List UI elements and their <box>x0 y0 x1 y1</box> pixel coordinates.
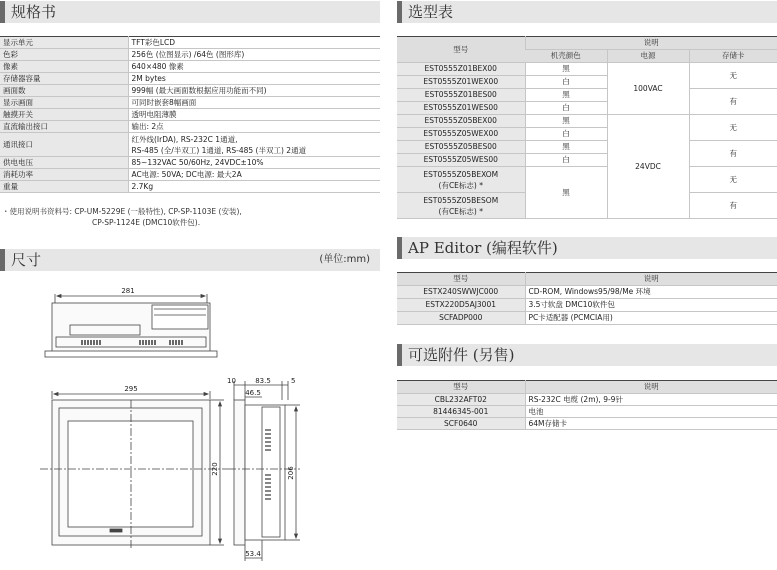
sel-model: EST0555Z05BESOM <box>423 195 499 205</box>
spec-value: 透明电阻薄膜 <box>128 109 380 121</box>
spec-key: 直流输出接口 <box>0 121 128 133</box>
sel-model-ce <box>397 167 525 193</box>
sel-model: EST0555Z01WES00 <box>397 102 525 115</box>
spec-key: 显示画面 <box>0 97 128 109</box>
spec-note-2: CP-SP-1124E (DMC10软件包). <box>92 218 201 227</box>
dim-depth-83: 83.5 <box>255 377 271 385</box>
spec-row <box>0 61 380 73</box>
spec-section-header <box>0 1 380 23</box>
header-bar <box>397 344 402 366</box>
spec-row <box>0 97 380 109</box>
spec-key: 显示单元 <box>0 37 128 49</box>
dimensions-section-header <box>0 249 380 271</box>
software-title: AP Editor (编程软件) <box>408 238 558 257</box>
sel-model: EST0555Z05BES00 <box>397 141 525 154</box>
acc-header-model: 型号 <box>397 381 525 394</box>
dimensions-unit: (单位:mm) <box>319 254 370 265</box>
software-table <box>397 272 777 325</box>
header-bar <box>397 237 402 259</box>
spec-value: 2.7Kg <box>128 181 380 193</box>
spec-value: 输出: 2点 <box>128 121 380 133</box>
selection-table <box>397 36 777 219</box>
spec-key: 画面数 <box>0 85 128 97</box>
selection-section-header <box>397 1 777 23</box>
dim-front-height: 220 <box>211 462 219 476</box>
spec-value: 可同时嵌套8幅画面 <box>128 97 380 109</box>
spec-title: 规格书 <box>11 2 57 21</box>
spec-row <box>0 121 380 133</box>
sw-model: ESTX240SWWJC000 <box>397 286 525 299</box>
software-section-header <box>397 237 777 259</box>
sel-model-ce <box>397 193 525 219</box>
acc-model: SCF0640 <box>397 418 525 430</box>
spec-row <box>0 133 380 157</box>
spec-row <box>0 109 380 121</box>
table-row <box>397 115 777 128</box>
dim-side-206: 206 <box>287 466 295 480</box>
table-row <box>397 286 777 299</box>
table-row <box>397 167 777 193</box>
dimensions-title: 尺寸 <box>11 250 42 269</box>
sel-header-color: 机壳颜色 <box>525 50 607 63</box>
spec-row <box>0 85 380 97</box>
spec-value <box>128 133 380 157</box>
spec-row <box>0 181 380 193</box>
sw-model: SCFADP000 <box>397 312 525 325</box>
spec-value: 999幅 (最大画面数根据应用功能而不同) <box>128 85 380 97</box>
sel-color: 黑 <box>525 141 607 154</box>
sel-header-card: 存储卡 <box>689 50 777 63</box>
acc-desc: RS-232C 电缆 (2m), 9-9针 <box>525 394 777 406</box>
dim-depth-10: 10 <box>227 377 236 385</box>
table-row <box>397 312 777 325</box>
spec-value-line: 红外线(IrDA), RS-232C 1通道, <box>131 134 238 144</box>
spec-row <box>0 169 380 181</box>
sw-header-desc: 说明 <box>525 273 777 286</box>
dim-side-46: 46.5 <box>245 389 261 397</box>
sel-model: EST0555Z05BEX00 <box>397 115 525 128</box>
acc-model: 81446345-001 <box>397 406 525 418</box>
sel-power-dc: 24VDC <box>607 115 689 219</box>
acc-desc: 电池 <box>525 406 777 418</box>
spec-value-line: RS-485 (全/半双工) 1通道, RS-485 (半双工) 2通道 <box>131 145 307 155</box>
spec-key: 触摸开关 <box>0 109 128 121</box>
sel-model: EST0555Z01WEX00 <box>397 76 525 89</box>
table-row <box>397 63 777 76</box>
sel-power-ac: 100VAC <box>607 63 689 115</box>
sel-model: EST0555Z05BEXOM <box>423 169 499 179</box>
sel-card-none: 无 <box>689 167 777 193</box>
sel-header-model: 型号 <box>397 37 525 63</box>
sw-desc: CD-ROM, Windows95/98/Me 环境 <box>525 286 777 299</box>
sel-model: EST0555Z01BEX00 <box>397 63 525 76</box>
header-bar <box>397 1 402 23</box>
accessories-section-header <box>397 344 777 366</box>
dim-side-53: 53.4 <box>245 550 261 558</box>
spec-value: 85~132VAC 50/60Hz, 24VDC±10% <box>128 157 380 169</box>
sw-desc: PC卡适配器 (PCMCIA用) <box>525 312 777 325</box>
spec-note-1: ・使用说明书资料号: CP-UM-5229E (一般特性), CP-SP-1103E (安装), <box>2 207 242 216</box>
accessories-table <box>397 380 777 430</box>
selection-title: 选型表 <box>408 2 454 21</box>
table-row <box>397 394 777 406</box>
sel-card-none: 无 <box>689 115 777 141</box>
sw-desc: 3.5寸软盘 DMC10软件包 <box>525 299 777 312</box>
table-row <box>397 406 777 418</box>
sel-color: 黑 <box>525 89 607 102</box>
spec-key: 像素 <box>0 61 128 73</box>
spec-key: 消耗功率 <box>0 169 128 181</box>
sel-ce-note: (有CE标志) * <box>438 180 483 190</box>
spec-key: 色彩 <box>0 49 128 61</box>
spec-row <box>0 73 380 85</box>
sel-card-yes: 有 <box>689 89 777 115</box>
spec-table <box>0 36 380 193</box>
sel-header-power: 电源 <box>607 50 689 63</box>
sel-model: EST0555Z05WES00 <box>397 154 525 167</box>
sel-card-yes: 有 <box>689 141 777 167</box>
top-view <box>45 294 217 357</box>
spec-key: 供电电压 <box>0 157 128 169</box>
spec-value: AC电源: 50VA; DC电源: 最大2A <box>128 169 380 181</box>
spec-key: 通讯接口 <box>0 133 128 157</box>
table-row <box>397 299 777 312</box>
accessories-title: 可选附件 (另售) <box>408 345 515 364</box>
dimension-drawing <box>0 275 380 570</box>
sel-card-yes: 有 <box>689 193 777 219</box>
sel-color: 黑 <box>525 167 607 219</box>
table-row <box>397 141 777 154</box>
header-bar <box>0 249 5 271</box>
sel-color: 白 <box>525 128 607 141</box>
sel-model: EST0555Z05WEX00 <box>397 128 525 141</box>
spec-key: 重量 <box>0 181 128 193</box>
spec-value: 2M bytes <box>128 73 380 85</box>
dim-front-width: 295 <box>124 385 138 393</box>
spec-key: 存储器容量 <box>0 73 128 85</box>
front-view <box>40 391 228 550</box>
table-row <box>397 89 777 102</box>
sel-color: 白 <box>525 154 607 167</box>
sel-color: 白 <box>525 102 607 115</box>
sel-ce-note: (有CE标志) * <box>438 206 483 216</box>
sel-color: 黑 <box>525 63 607 76</box>
spec-value: TFT彩色LCD <box>128 37 380 49</box>
dim-top-width: 281 <box>121 287 135 295</box>
sel-header-desc: 说明 <box>525 37 777 50</box>
sel-card-none: 无 <box>689 63 777 89</box>
acc-desc: 64M存储卡 <box>525 418 777 430</box>
sel-model: EST0555Z01BES00 <box>397 89 525 102</box>
acc-header-desc: 说明 <box>525 381 777 394</box>
spec-value: 256色 (位图显示) /64色 (图形库) <box>128 49 380 61</box>
spec-row <box>0 157 380 169</box>
spec-row <box>0 49 380 61</box>
sw-model: ESTX220D5AJ3001 <box>397 299 525 312</box>
dim-depth-5: 5 <box>291 377 296 385</box>
header-bar <box>0 1 5 23</box>
sw-header-model: 型号 <box>397 273 525 286</box>
sel-color: 黑 <box>525 115 607 128</box>
sel-color: 白 <box>525 76 607 89</box>
table-row <box>397 418 777 430</box>
spec-row <box>0 37 380 49</box>
spec-value: 640×480 像素 <box>128 61 380 73</box>
acc-model: CBL232AFT02 <box>397 394 525 406</box>
